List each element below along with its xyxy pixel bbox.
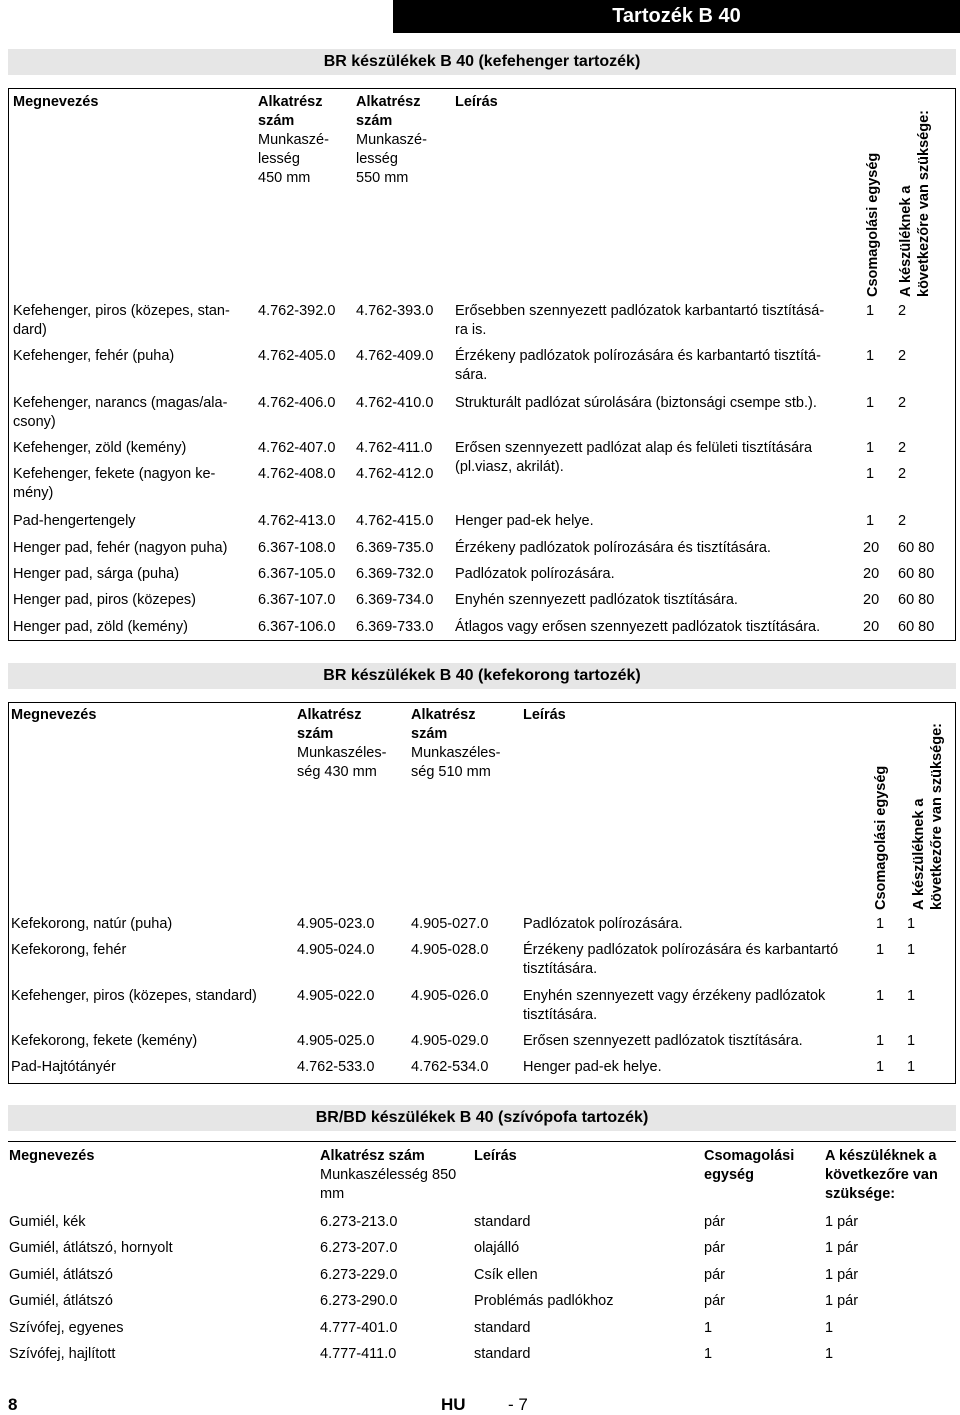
cell-need: 2 [898,348,907,364]
cell-part2: 6.369-735.0 [356,540,434,556]
cell-part2: 6.369-734.0 [356,592,434,608]
cell-part: 6.273-207.0 [320,1240,398,1256]
cell-name: Pad-hengertengely [13,513,136,529]
cell-part2: 4.762-411.0 [356,440,433,456]
header-part2-line: Munkaszé- [356,132,427,148]
cell-name: Gumiél, átlátszó, hornyolt [9,1240,173,1256]
cell-need: 2 [898,466,907,482]
header-need-rotated: következőre van szüksége: [916,110,932,297]
cell-part: 6.273-213.0 [320,1214,398,1230]
cell-need: 60 80 [898,619,935,635]
header-need-line: A készüléknek a [825,1148,937,1164]
header-need-rotated: A készüléknek a [898,185,914,297]
header-part1-line: Alkatrész [297,707,362,723]
cell-desc: olajálló [474,1240,520,1256]
cell-desc: tisztítására. [523,1007,598,1023]
cell-pack: 1 [876,1059,885,1075]
cell-name: Kefekorong, fehér [11,942,127,958]
cell-name: mény) [13,485,54,501]
header-name: Megnevezés [9,1148,95,1164]
cell-pack: 1 [866,440,875,456]
header-need-rotated: A készüléknek a [911,798,927,910]
cell-pack: 1 [704,1320,713,1336]
cell-part1: 4.762-406.0 [258,395,336,411]
cell-need: 1 pár [825,1214,859,1230]
header-part2-line: lesség [356,151,398,167]
cell-name: Henger pad, zöld (kemény) [13,619,188,635]
cell-name: Kefehenger, fekete (nagyon ke- [13,466,216,482]
cell-desc: Erősen szennyezett padlózat alap és felületi tisztítására [455,440,813,456]
header-need-line: következőre van [825,1167,938,1183]
cell-desc: (pl.viasz, akrilát). [455,459,564,475]
header-part1-line: lesség [258,151,300,167]
cell-pack: 20 [863,619,880,635]
cell-pack: 20 [863,566,880,582]
header-part2-line: 550 mm [356,170,409,186]
cell-need: 2 [898,303,907,319]
cell-part1: 6.367-107.0 [258,592,336,608]
cell-name: dard) [13,322,47,338]
cell-pack: 1 [866,348,875,364]
cell-need: 60 80 [898,566,935,582]
cell-desc: Átlagos vagy erősen szennyezett padlózatok tisztítására. [455,619,821,635]
header-divider [8,1141,956,1142]
cell-need: 2 [898,440,907,456]
cell-desc: sára. [455,367,488,383]
cell-part1: 4.905-025.0 [297,1033,375,1049]
cell-part1: 4.762-407.0 [258,440,336,456]
header-part1-line: ség 430 mm [297,764,377,780]
cell-pack: 1 [876,916,885,932]
sub-page-number: - 7 [508,1395,528,1414]
cell-pack: 1 [866,466,875,482]
cell-part2: 4.905-028.0 [411,942,489,958]
cell-need: 1 [907,1059,916,1075]
cell-desc: Strukturált padlózat súrolására (biztonsági csempe stb.). [455,395,817,411]
cell-pack: pár [704,1240,725,1256]
header-part-line: Munkaszélesség 850 [320,1167,457,1183]
cell-part2: 4.762-415.0 [356,513,434,529]
cell-pack: 20 [863,540,880,556]
header-part-line: Alkatrész szám [320,1148,425,1164]
cell-need: 60 80 [898,592,935,608]
cell-part2: 4.762-534.0 [411,1059,489,1075]
header-pack-rotated: Csomagolási egység [865,152,881,297]
header-part1-line: Munkaszé- [258,132,329,148]
cell-pack: 1 [866,303,875,319]
cell-desc: Csík ellen [474,1267,538,1283]
cell-part2: 4.905-027.0 [411,916,489,932]
cell-part1: 4.905-022.0 [297,988,375,1004]
cell-name: Kefekorong, natúr (puha) [11,916,173,932]
cell-pack: 1 [704,1346,713,1362]
cell-desc: Problémás padlókhoz [474,1293,614,1309]
header-part1-line: szám [258,113,295,129]
cell-part1: 4.762-413.0 [258,513,336,529]
cell-desc: Padlózatok polírozására. [523,916,683,932]
cell-name: Kefehenger, zöld (kemény) [13,440,187,456]
cell-need: 1 [907,942,916,958]
cell-part1: 4.905-024.0 [297,942,375,958]
cell-desc: ra is. [455,322,487,338]
header-part1-line: Alkatrész [258,94,323,110]
cell-pack: 1 [876,942,885,958]
cell-desc: Enyhén szennyezett vagy érzékeny padlózatok [523,988,826,1004]
cell-part2: 6.369-733.0 [356,619,434,635]
cell-name: Kefehenger, fehér (puha) [13,348,175,364]
cell-desc: standard [474,1346,531,1362]
cell-desc: tisztítására. [523,961,598,977]
cell-pack: 1 [866,395,875,411]
cell-name: Szívófej, egyenes [9,1320,124,1336]
cell-need: 2 [898,395,907,411]
cell-part1: 6.367-108.0 [258,540,336,556]
header-part1-line: Munkaszéles- [297,745,387,761]
header-part1-line: szám [297,726,334,742]
cell-name: csony) [13,414,56,430]
header-part1-line: 450 mm [258,170,311,186]
cell-name: Henger pad, piros (közepes) [13,592,196,608]
cell-part: 4.777-411.0 [320,1346,397,1362]
cell-desc: Érzékeny padlózatok polírozására és karbantartó [523,942,839,958]
cell-name: Kefehenger, narancs (magas/ala- [13,395,228,411]
cell-part2: 4.762-409.0 [356,348,434,364]
section-title-szivopofa: BR/BD készülékek B 40 (szívópofa tartozék) [8,1105,956,1131]
header-part2-line: Alkatrész [411,707,476,723]
cell-part2: 4.905-026.0 [411,988,489,1004]
cell-name: Gumiél, kék [9,1214,86,1230]
cell-part1: 4.905-023.0 [297,916,375,932]
cell-desc: Erősebben szennyezett padlózatok karbantartó tisztításá- [455,303,825,319]
header-part2-line: Alkatrész [356,94,421,110]
cell-name: Kefehenger, piros (közepes, standard) [11,988,257,1004]
cell-name: Kefehenger, piros (közepes, stan- [13,303,230,319]
cell-need: 1 pár [825,1267,859,1283]
page-number: 8 [8,1395,18,1414]
cell-desc: Enyhén szennyezett padlózatok tisztítására. [455,592,738,608]
cell-pack: 1 [876,1033,885,1049]
header-desc: Leírás [474,1148,517,1164]
header-part2-line: ség 510 mm [411,764,491,780]
cell-part1: 6.367-105.0 [258,566,336,582]
cell-need: 1 [907,916,916,932]
cell-name: Henger pad, sárga (puha) [13,566,180,582]
header-need-rotated: következőre van szüksége: [929,723,945,910]
cell-part: 6.273-229.0 [320,1267,398,1283]
cell-need: 1 pár [825,1240,859,1256]
cell-part1: 4.762-392.0 [258,303,336,319]
header-part2-line: szám [356,113,393,129]
cell-desc: Erősen szennyezett padlózatok tisztítására. [523,1033,803,1049]
cell-name: Gumiél, átlátszó [9,1267,113,1283]
cell-need: 1 [907,988,916,1004]
header-desc: Leírás [523,707,566,723]
cell-name: Pad-Hajtótányér [11,1059,116,1075]
header-part2-line: szám [411,726,448,742]
language-code: HU [441,1395,466,1414]
cell-part1: 4.762-533.0 [297,1059,375,1075]
header-pack-line: Csomagolási [704,1148,795,1164]
cell-part2: 4.762-410.0 [356,395,434,411]
cell-part2: 4.762-412.0 [356,466,434,482]
cell-part1: 4.762-408.0 [258,466,336,482]
header-part-line: mm [320,1186,345,1202]
cell-part: 4.777-401.0 [320,1320,398,1336]
header-part2-line: Munkaszéles- [411,745,501,761]
cell-need: 2 [898,513,907,529]
cell-name: Szívófej, hajlított [9,1346,116,1362]
cell-part2: 4.905-029.0 [411,1033,489,1049]
cell-need: 1 [825,1320,834,1336]
section-title-kefekorong: BR készülékek B 40 (kefekorong tartozék) [8,663,956,689]
cell-pack: 20 [863,592,880,608]
header-desc: Leírás [455,94,498,110]
cell-part: 6.273-290.0 [320,1293,398,1309]
cell-desc: Henger pad-ek helye. [455,513,594,529]
cell-desc: Érzékeny padlózatok polírozására és tisztítására. [455,540,771,556]
cell-part1: 4.762-405.0 [258,348,336,364]
cell-part1: 6.367-106.0 [258,619,336,635]
cell-desc: Érzékeny padlózatok polírozására és karbantartó tisztítá- [455,348,821,364]
cell-pack: pár [704,1214,725,1230]
header-need-line: szüksége: [825,1186,896,1202]
cell-part2: 6.369-732.0 [356,566,434,582]
cell-name: Gumiél, átlátszó [9,1293,113,1309]
cell-need: 1 [825,1346,834,1362]
section-title-kefehenger: BR készülékek B 40 (kefehenger tartozék) [8,49,956,75]
cell-desc: Padlózatok polírozására. [455,566,615,582]
cell-part2: 4.762-393.0 [356,303,434,319]
cell-pack: 1 [866,513,875,529]
header-name: Megnevezés [11,707,97,723]
header-pack-line: egység [704,1167,754,1183]
cell-need: 1 pár [825,1293,859,1309]
page-title: Tartozék B 40 [393,0,960,33]
cell-name: Kefekorong, fekete (kemény) [11,1033,198,1049]
cell-pack: pár [704,1293,725,1309]
header-name: Megnevezés [13,94,99,110]
cell-desc: standard [474,1214,531,1230]
cell-pack: 1 [876,988,885,1004]
cell-desc: Henger pad-ek helye. [523,1059,662,1075]
cell-desc: standard [474,1320,531,1336]
cell-need: 1 [907,1033,916,1049]
cell-name: Henger pad, fehér (nagyon puha) [13,540,228,556]
cell-need: 60 80 [898,540,935,556]
header-pack-rotated: Csomagolási egység [873,765,889,910]
cell-pack: pár [704,1267,725,1283]
